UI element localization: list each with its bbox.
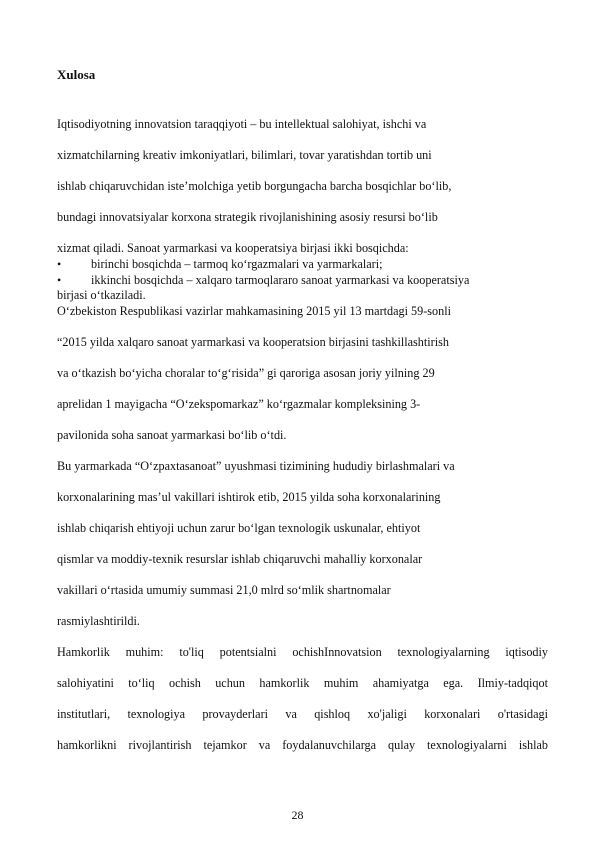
text-line: xizmatchilarning kreativ imkoniyatlari, bilimlari, tovar yaratishdan tortib uni (57, 148, 432, 162)
text-line: Iqtisodiyotning innovatsion taraqqiyoti – bu intellektual salohiyat, ishchi va (57, 117, 427, 131)
text-line: “2015 yilda xalqaro sanoat yarmarkasi va kooperatsion birjasini tashkillashtirish (57, 335, 449, 349)
text-line: xizmat qiladi. Sanoat yarmarkasi va kooperatsiya birjasi ikki bosqichda: (57, 241, 409, 255)
text-line: pavilonida soha sanoat yarmarkasi bo‘lib o‘tdi. (57, 428, 287, 442)
bullet-item: ikkinchi bosqichda – xalqaro tarmoqlararo sanoat yarmarkasi va kooperatsiya (91, 273, 470, 287)
text-line: Bu yarmarkada “O‘zpaxtasanoat” uyushmasi tizimining hududiy birlashmalari va (57, 459, 455, 473)
justified-line: institutlari, texnologiya provayderlari va qishloq xo'jaligi korxonalari o'rtasidagi (57, 707, 548, 721)
justified-line: hamkorlikni rivojlantirish tejamkor va foydalanuvchilarga qulay texnologiyalarni ishlab (57, 738, 548, 752)
text-line: aprelidan 1 mayigacha “O‘zekspomarkaz” ko‘rgazmalar kompleksining 3- (57, 397, 421, 411)
justified-line: Hamkorlik muhim: to'liq potentsialni ochishInnovatsion texnologiyalarning iqtisodiy (57, 645, 548, 659)
text-line: birjasi o‘tkaziladi. (57, 288, 146, 302)
text-line: ishlab chiqaruvchidan iste’molchiga yetib borgungacha barcha bosqichlar bo‘lib, (57, 179, 452, 193)
text-line: qismlar va moddiy-texnik resurslar ishlab chiqaruvchi mahalliy korxonalar (57, 552, 423, 566)
text-line: O‘zbekiston Respublikasi vazirlar mahkamasining 2015 yil 13 martdagi 59-sonli (57, 304, 451, 318)
text-line: rasmiylashtirildi. (57, 614, 140, 628)
text-line: bundagi innovatsiyalar korxona strategik rivojlanishining asosiy resursi bo‘lib (57, 210, 438, 224)
text-line: korxonalarining mas’ul vakillari ishtirok etib, 2015 yilda soha korxonalarining (57, 490, 441, 504)
text-line: ishlab chiqarish ehtiyoji uchun zarur bo‘lgan texnologik uskunalar, ehtiyot (57, 521, 421, 535)
bullet-item: birinchi bosqichda – tarmoq ko‘rgazmalari va yarmarkalari; (91, 257, 383, 271)
section-title: Xulosa (57, 67, 96, 82)
text-line: va o‘tkazish bo‘yicha choralar to‘g‘risida” gi qaroriga asosan joriy yilning 29 (57, 366, 435, 380)
text-line: vakillari o‘rtasida umumiy summasi 21,0 mlrd so‘mlik shartnomalar (57, 583, 391, 597)
bullet-marker: • (57, 257, 62, 271)
bullet-marker: • (57, 273, 62, 287)
page-number: 28 (291, 808, 304, 822)
justified-line: salohiyatini to‘liq ochish uchun hamkorlik muhim ahamiyatga ega. Ilmiy-tadqiqot (57, 676, 548, 690)
